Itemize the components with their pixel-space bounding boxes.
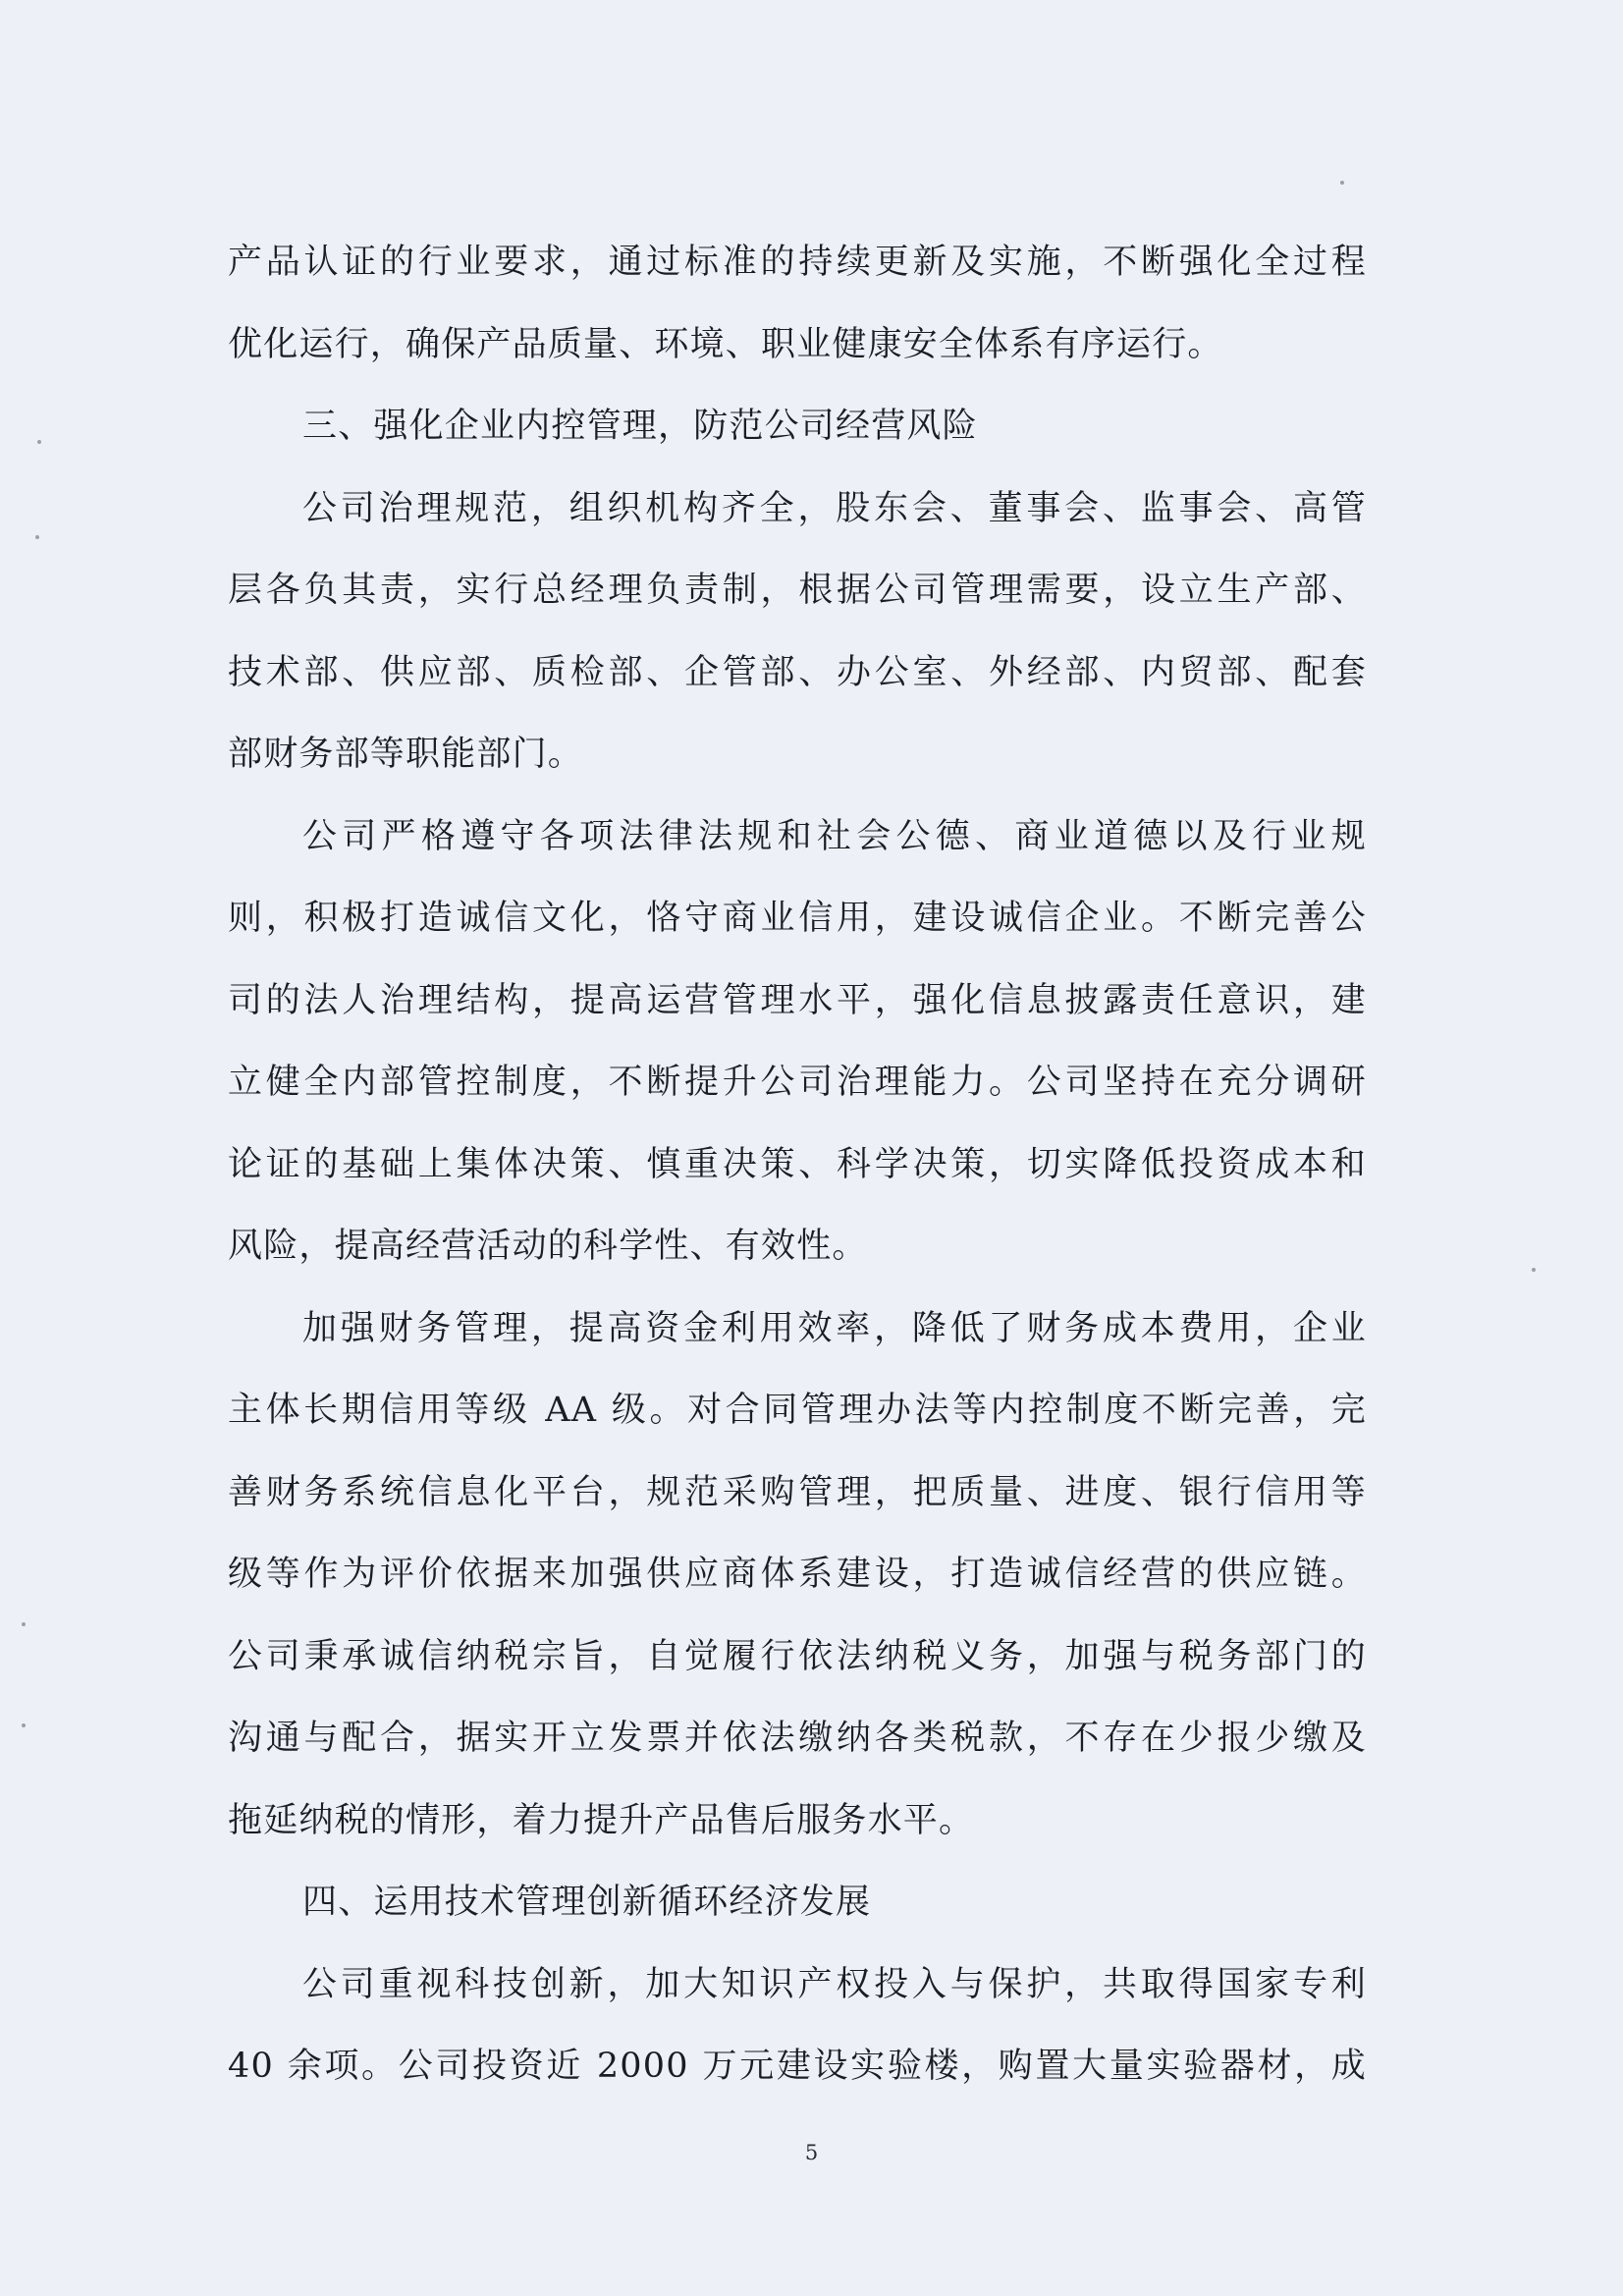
text-line-20: 拖延纳税的情形，着力提升产品售后服务水平。 [228, 1800, 975, 1840]
scan-speck [22, 1723, 26, 1727]
text-line-17: 级等作为评价依据来加强供应商体系建设，打造诚信经营的供应链。 [228, 1555, 1367, 1594]
text-line-10: 司的法人治理结构，提高运营管理水平，强化信息披露责任意识，建 [228, 980, 1367, 1020]
text-line-19: 沟通与配合，据实开立发票并依法缴纳各类税款，不存在少报少缴及 [228, 1719, 1367, 1758]
text-line-1: 产品认证的行业要求，通过标准的持续更新及实施，不断强化全过程 [228, 243, 1367, 282]
scan-speck [37, 440, 41, 444]
text-line-22: 公司重视科技创新，加大知识产权投入与保护，共取得国家专利 [302, 1964, 1367, 2004]
body-text [228, 222, 1367, 2108]
text-line-6: 技术部、供应部、质检部、企管部、办公室、外经部、内贸部、配套 [228, 652, 1367, 692]
text-line-23: 40 余项。公司投资近 2000 万元建设实验楼，购置大量实验器材，成 [228, 2047, 1367, 2086]
text-line-18: 公司秉承诚信纳税宗旨，自觉履行依法纳税义务，加强与税务部门的 [228, 1636, 1367, 1676]
scan-speck [1340, 181, 1344, 185]
scan-speck [1532, 1268, 1536, 1272]
text-line-15: 主体长期信用等级 AA 级。对合同管理办法等内控制度不断完善，完 [228, 1391, 1367, 1430]
text-line-8: 公司严格遵守各项法律法规和社会公德、商业道德以及行业规 [302, 816, 1367, 856]
text-line-5: 层各负其责，实行总经理负责制，根据公司管理需要，设立生产部、 [228, 571, 1367, 610]
text-line-13: 风险，提高经营活动的科学性、有效性。 [228, 1227, 868, 1266]
text-line-11: 立健全内部管控制度，不断提升公司治理能力。公司坚持在充分调研 [228, 1063, 1367, 1102]
scan-speck [35, 535, 39, 539]
text-line-2: 优化运行，确保产品质量、环境、职业健康安全体系有序运行。 [228, 324, 1223, 364]
page-number: 5 [804, 2141, 819, 2164]
text-line-7: 部财务部等职能部门。 [228, 735, 584, 774]
text-line-4: 公司治理规范，组织机构齐全，股东会、董事会、监事会、高管 [302, 488, 1367, 528]
text-line-9: 则，积极打造诚信文化，恪守商业信用，建设诚信企业。不断完善公 [228, 899, 1367, 938]
text-line-14: 加强财务管理，提高资金利用效率，降低了财务成本费用，企业 [302, 1308, 1367, 1348]
heading-section-4: 四、运用技术管理创新循环经济发展 [302, 1883, 872, 1922]
scan-speck [22, 1622, 26, 1626]
heading-section-3: 三、强化企业内控管理，防范公司经营风险 [302, 407, 978, 446]
text-line-16: 善财务系统信息化平台，规范采购管理，把质量、进度、银行信用等 [228, 1472, 1367, 1512]
text-line-12: 论证的基础上集体决策、慎重决策、科学决策，切实降低投资成本和 [228, 1144, 1367, 1184]
